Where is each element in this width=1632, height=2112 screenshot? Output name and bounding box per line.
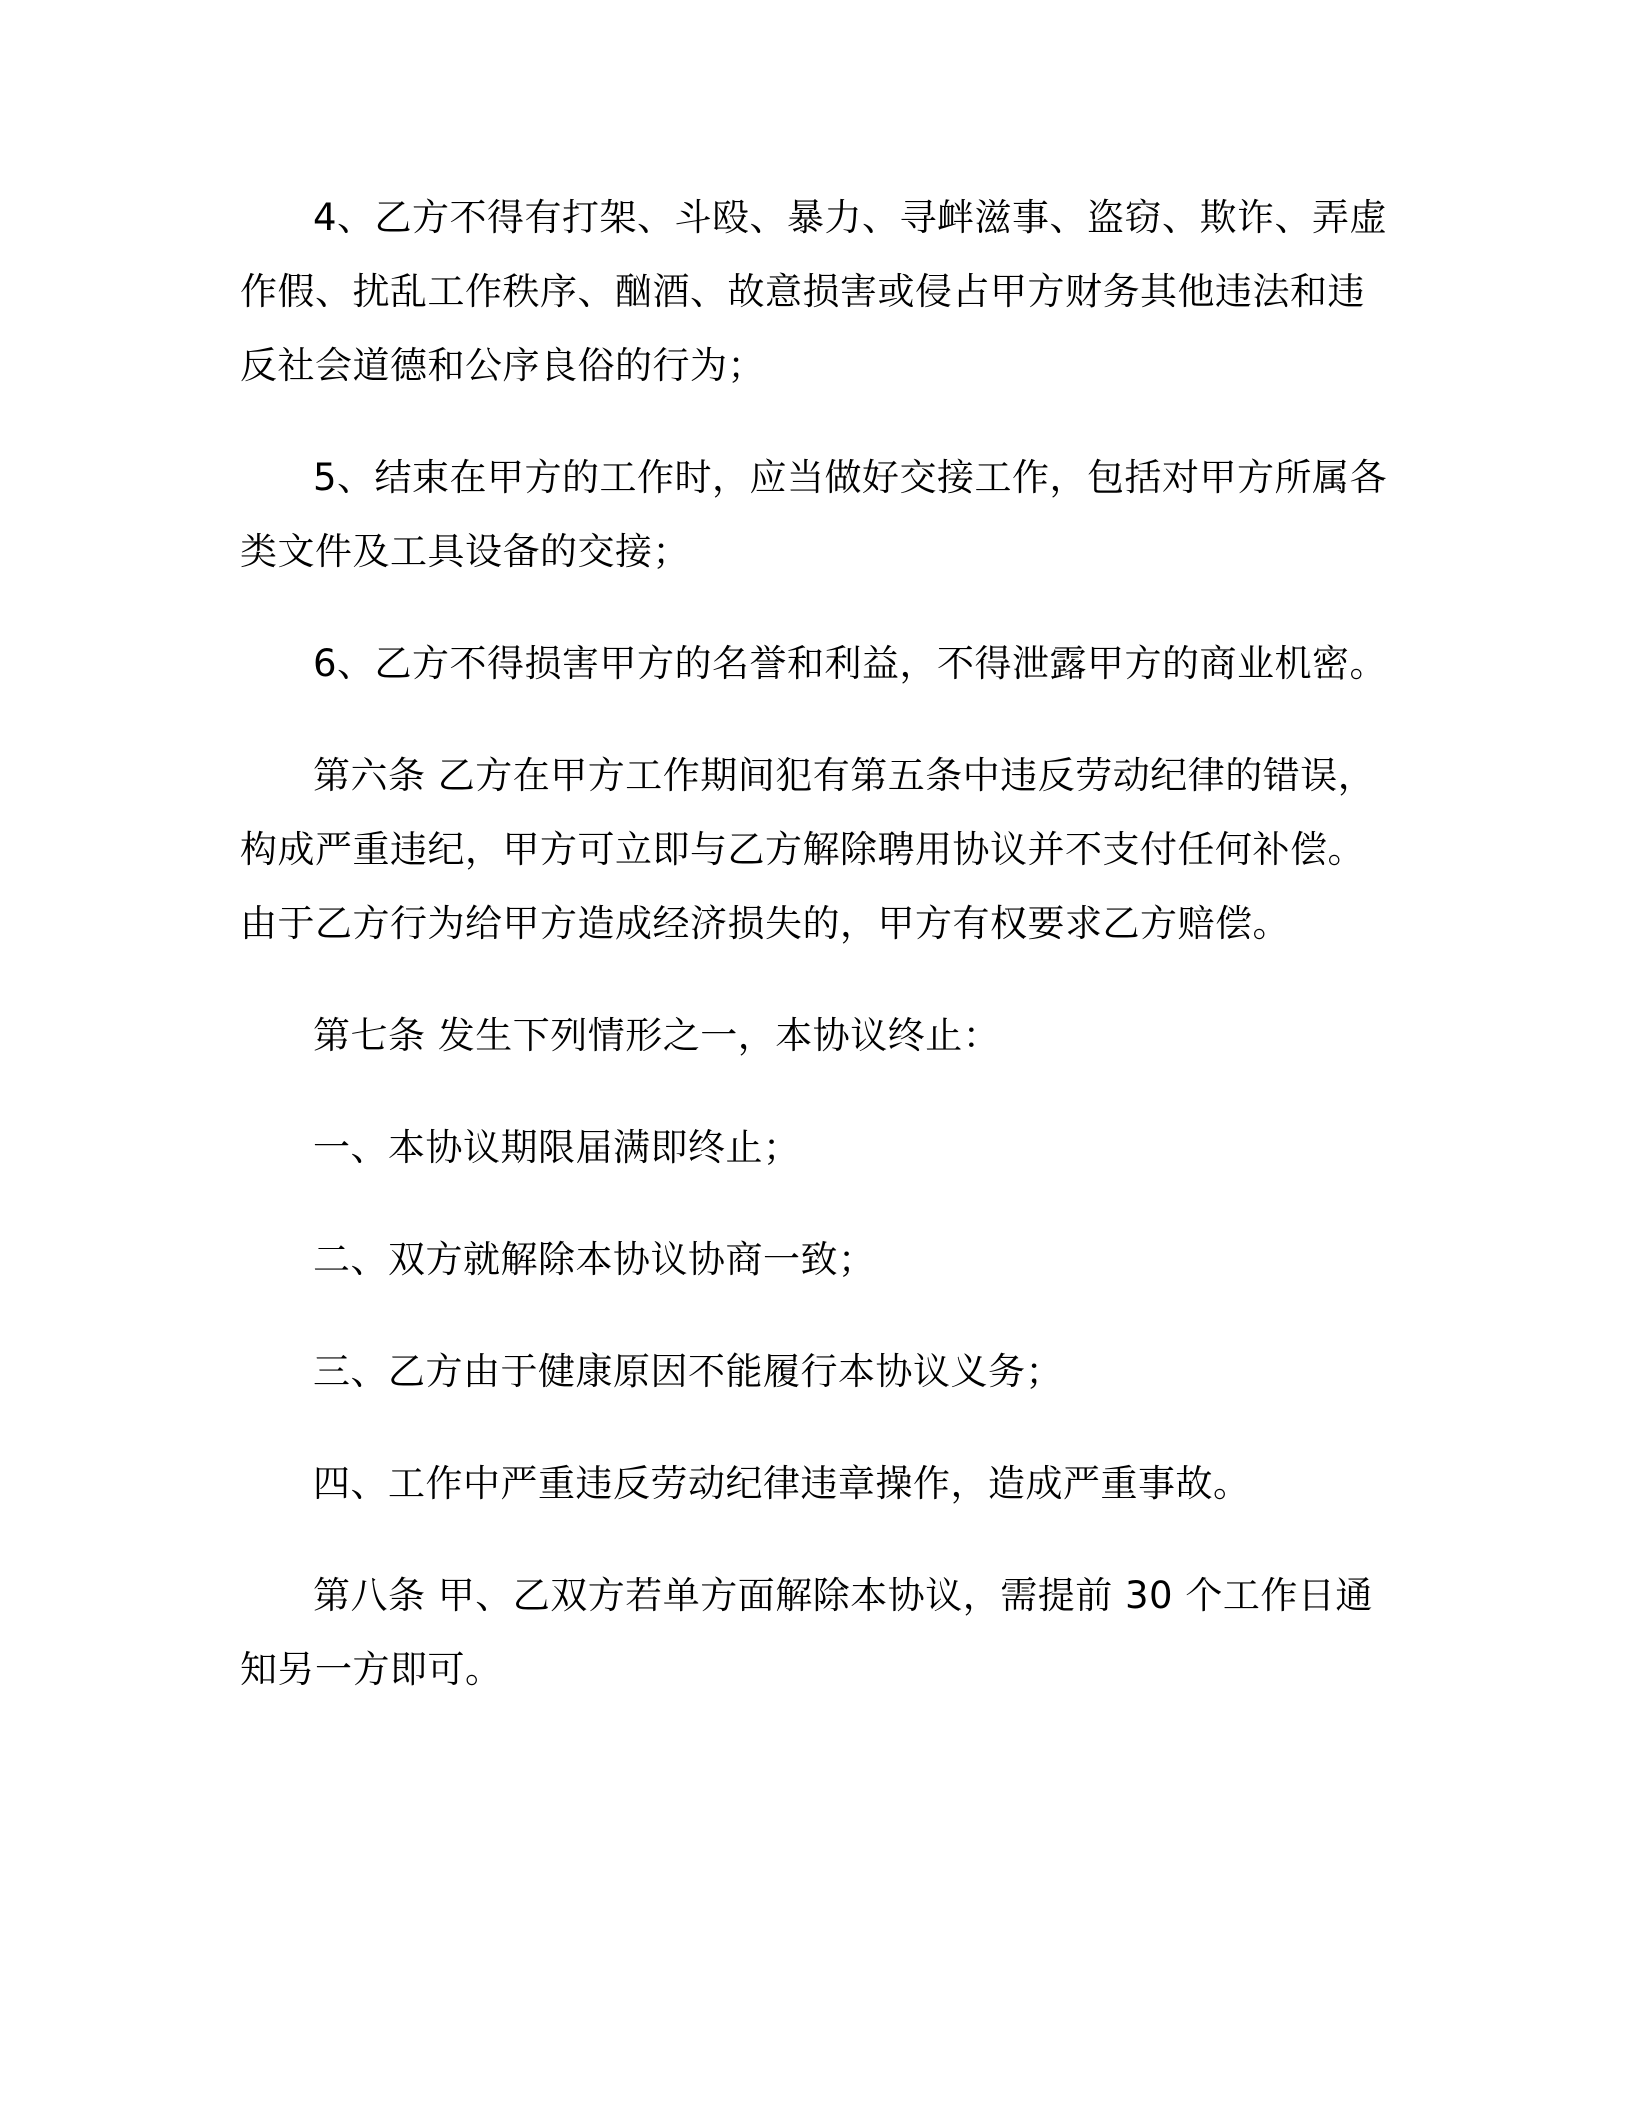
paragraph-item-4-line-3: 反社会道德和公序良俗的行为；: [240, 344, 765, 387]
paragraph-article-6-line-1: 第六条 乙方在甲方工作期间犯有第五条中违反劳动纪律的错误，: [313, 754, 1376, 797]
paragraph-item-5-line-2: 类文件及工具设备的交接；: [240, 530, 690, 573]
paragraph-article-6-line-3: 由于乙方行为给甲方造成经济损失的，甲方有权要求乙方赔偿。: [240, 902, 1290, 945]
paragraph-article-6-line-2: 构成严重违纪，甲方可立即与乙方解除聘用协议并不支付任何补偿。: [240, 828, 1365, 871]
paragraph-item-4-line-1: 4、乙方不得有打架、斗殴、暴力、寻衅滋事、盗窃、欺诈、弄虚: [313, 196, 1388, 239]
paragraph-item-5-line-1: 5、结束在甲方的工作时，应当做好交接工作，包括对甲方所属各: [313, 456, 1388, 499]
paragraph-article-8-line-2: 知另一方即可。: [240, 1648, 503, 1691]
paragraph-item-4-line-2: 作假、扰乱工作秩序、酗酒、故意损害或侵占甲方财务其他违法和违: [240, 270, 1365, 313]
paragraph-item-6-line-1: 6、乙方不得损害甲方的名誉和利益，不得泄露甲方的商业机密。: [313, 642, 1388, 685]
paragraph-article-7-item-3: 三、乙方由于健康原因不能履行本协议义务；: [313, 1350, 1063, 1393]
paragraph-article-7-item-4: 四、工作中严重违反劳动纪律违章操作，造成严重事故。: [313, 1462, 1251, 1505]
paragraph-article-8-line-1: 第八条 甲、乙双方若单方面解除本协议，需提前 30 个工作日通: [313, 1574, 1373, 1617]
paragraph-article-7-line-1: 第七条 发生下列情形之一，本协议终止：: [313, 1014, 1001, 1057]
paragraph-article-7-item-1: 一、本协议期限届满即终止；: [313, 1126, 801, 1169]
paragraph-article-7-item-2: 二、双方就解除本协议协商一致；: [313, 1238, 876, 1281]
